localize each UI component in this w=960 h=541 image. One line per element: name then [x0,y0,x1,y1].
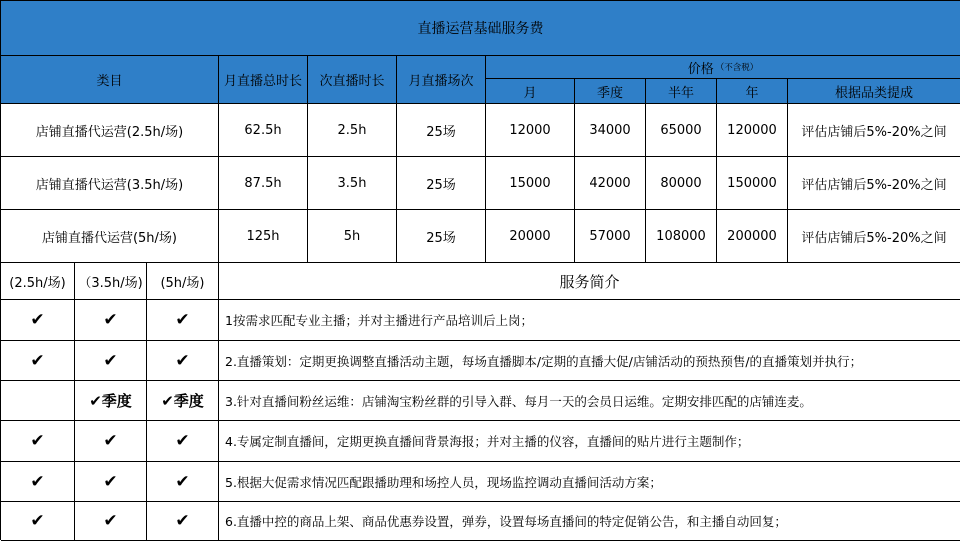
check-mark: ✔ [75,462,147,502]
header-monthly-total: 月直播总时长 [219,56,308,104]
row-per: 5h [308,210,397,263]
header-half-year: 半年 [646,79,717,104]
check-mark: ✔ [75,341,147,381]
row-name: 店铺直播代运营(2.5h/场) [1,104,219,157]
row-total: 87.5h [219,157,308,210]
service-item: 3.针对直播间粉丝运维：店铺淘宝粉丝群的引导入群、每月一天的会员日运维。定期安排匹配的店铺连麦。 [219,381,960,421]
row-half: 108000 [646,210,717,263]
row-sessions: 25场 [397,104,486,157]
service-item: 6.直播中控的商品上架、商品优惠券设置，弹券，设置每场直播间的特定促销公告，和主播自动回复； [219,502,960,541]
row-commission: 评估店铺后5%-20%之间 [788,157,960,210]
check-mark: ✔ [147,341,219,381]
row-sessions: 25场 [397,210,486,263]
plan-2-5h: (2.5h/场) [1,263,75,300]
check-mark: ✔ [1,502,75,541]
header-commission: 根据品类提成 [788,79,960,104]
check-mark: ✔ [75,502,147,541]
table-title: 直播运营基础服务费 [1,1,960,56]
row-commission: 评估店铺后5%-20%之间 [788,210,960,263]
check-mark-quarterly: ✔季度 [75,381,147,421]
service-item: 1按需求匹配专业主播；并对主播进行产品培训后上岗； [219,300,960,341]
check-mark: ✔ [1,421,75,462]
check-mark: ✔ [1,300,75,341]
row-per: 2.5h [308,104,397,157]
header-month: 月 [486,79,575,104]
row-sessions: 25场 [397,157,486,210]
check-mark: ✔ [147,300,219,341]
service-intro-title: 服务简介 [219,263,960,300]
row-quarter: 42000 [575,157,646,210]
row-year: 150000 [717,157,788,210]
service-item: 5.根据大促需求情况匹配跟播助理和场控人员，现场监控调动直播间活动方案； [219,462,960,502]
check-mark: ✔ [147,462,219,502]
plan-5h: (5h/场) [147,263,219,300]
service-item: 2.直播策划：定期更换调整直播活动主题，每场直播脚本/定期的直播大促/店铺活动的预热预售/的直播策划并执行； [219,341,960,381]
row-quarter: 34000 [575,104,646,157]
row-total: 125h [219,210,308,263]
row-quarter: 57000 [575,210,646,263]
row-half: 65000 [646,104,717,157]
service-item: 4.专属定制直播间，定期更换直播间背景海报；并对主播的仪容，直播间的贴片进行主题制作； [219,421,960,462]
row-total: 62.5h [219,104,308,157]
row-name: 店铺直播代运营(3.5h/场) [1,157,219,210]
header-price-note: （不含税） [715,63,759,73]
header-quarter: 季度 [575,79,646,104]
header-price-label: 价格 [687,61,714,77]
check-mark: ✔ [147,421,219,462]
check-mark-quarterly: ✔季度 [147,381,219,421]
check-mark: ✔ [147,502,219,541]
header-category: 类目 [1,56,219,104]
header-per-session: 次直播时长 [308,56,397,104]
row-month: 12000 [486,104,575,157]
row-commission: 评估店铺后5%-20%之间 [788,104,960,157]
row-per: 3.5h [308,157,397,210]
check-mark [1,381,75,421]
header-year: 年 [717,79,788,104]
check-mark: ✔ [75,300,147,341]
row-year: 120000 [717,104,788,157]
row-month: 20000 [486,210,575,263]
row-half: 80000 [646,157,717,210]
row-month: 15000 [486,157,575,210]
plan-3-5h: （3.5h/场) [75,263,147,300]
header-monthly-sessions: 月直播场次 [397,56,486,104]
check-mark: ✔ [1,462,75,502]
check-mark: ✔ [75,421,147,462]
row-year: 200000 [717,210,788,263]
check-mark: ✔ [1,341,75,381]
header-price [486,56,960,79]
row-name: 店铺直播代运营(5h/场) [1,210,219,263]
